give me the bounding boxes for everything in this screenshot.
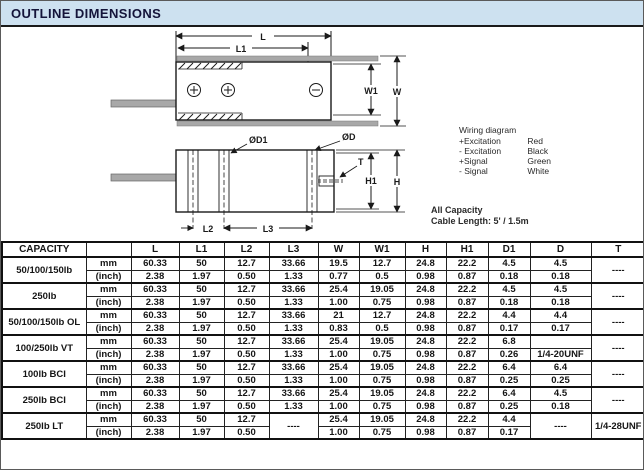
dim-cell: 0.50: [224, 296, 269, 309]
thread-cell: ----: [591, 257, 644, 283]
dim-cell: 1.97: [179, 400, 224, 413]
dim-cell: 12.7: [224, 335, 269, 348]
dim-cell: 4.5: [530, 387, 591, 400]
wiring-title: Wiring diagram: [459, 125, 517, 135]
dim-cell: 50: [179, 387, 224, 400]
dim-cell: 1.33: [269, 400, 318, 413]
dim-cell: 12.7: [359, 257, 405, 270]
dim-cell: 6.8: [488, 335, 530, 348]
dim-cell: 19.05: [359, 361, 405, 374]
dim-cell: 1.97: [179, 348, 224, 361]
dim-cell: 33.66: [269, 387, 318, 400]
col-header-d1: D1: [488, 242, 530, 257]
table-row-mm: [2, 387, 644, 400]
table-header-row: [2, 242, 644, 257]
dim-cell: 25.4: [318, 335, 359, 348]
capacity-cell: 250lb LT: [2, 413, 86, 439]
table-row-mm: [2, 309, 644, 322]
dim-cell: 4.5: [530, 257, 591, 270]
col-header-l: L: [131, 242, 179, 257]
dim-cell: 24.8: [405, 387, 446, 400]
unit-cell: mm: [86, 283, 131, 296]
dim-cell: 0.50: [224, 270, 269, 283]
dim-cell: 0.75: [359, 348, 405, 361]
dim-cell: 25.4: [318, 413, 359, 426]
capacity-cell: 100/250lb VT: [2, 335, 86, 361]
cable-note-line1: All Capacity: [431, 205, 483, 215]
unit-cell: mm: [86, 335, 131, 348]
dim-cell: 1.33: [269, 296, 318, 309]
table-row-inch: [2, 296, 644, 309]
dim-cell: 0.50: [224, 400, 269, 413]
dim-cell: 0.83: [318, 322, 359, 335]
dim-label-D1: ØD1: [249, 135, 268, 145]
thread-cell: ----: [591, 309, 644, 335]
dim-cell: 1.00: [318, 400, 359, 413]
dim-cell: 50: [179, 361, 224, 374]
dim-cell: 12.7: [224, 387, 269, 400]
dim-cell: 1.97: [179, 296, 224, 309]
col-header-d: D: [530, 242, 591, 257]
col-header-w: W: [318, 242, 359, 257]
dim-cell: 1.97: [179, 270, 224, 283]
table-body: [2, 257, 644, 439]
dim-cell: 0.75: [359, 426, 405, 439]
dim-cell: 0.98: [405, 322, 446, 335]
dim-cell: 1.00: [318, 374, 359, 387]
dim-cell: 2.38: [131, 322, 179, 335]
unit-cell: (inch): [86, 270, 131, 283]
dim-cell: 0.50: [224, 374, 269, 387]
dim-cell: 0.50: [224, 322, 269, 335]
dim-cell: 33.66: [269, 309, 318, 322]
col-header-h: H: [405, 242, 446, 257]
dim-cell: 50: [179, 335, 224, 348]
dim-cell: 0.18: [530, 296, 591, 309]
col-header-unit: [86, 242, 131, 257]
dim-cell: 0.25: [488, 374, 530, 387]
dim-cell: 2.38: [131, 374, 179, 387]
dim-cell: 0.5: [359, 322, 405, 335]
dim-cell: 0.77: [318, 270, 359, 283]
dim-cell: 0.5: [359, 270, 405, 283]
wiring-color: Red: [527, 136, 543, 146]
dim-cell: 2.38: [131, 400, 179, 413]
dim-cell: 22.2: [446, 387, 488, 400]
dim-cell: 19.05: [359, 413, 405, 426]
dim-cell: 0.75: [359, 296, 405, 309]
dim-cell: 1.97: [179, 374, 224, 387]
dim-cell: 0.87: [446, 296, 488, 309]
dim-cell: 1.00: [318, 426, 359, 439]
dim-cell: 1.33: [269, 270, 318, 283]
dim-cell: 0.25: [488, 400, 530, 413]
dim-cell: 1.97: [179, 322, 224, 335]
table-row-inch: [2, 322, 644, 335]
dim-label-H: H: [393, 177, 401, 187]
dim-cell: 21: [318, 309, 359, 322]
dim-cell: 6.4: [488, 387, 530, 400]
unit-cell: mm: [86, 413, 131, 426]
capacity-cell: 250lb BCI: [2, 387, 86, 413]
dim-cell: 12.7: [224, 361, 269, 374]
page-title: OUTLINE DIMENSIONS: [11, 5, 162, 21]
dim-label-W: W: [392, 87, 402, 97]
col-header-capacity: CAPACITY: [2, 242, 86, 257]
dim-cell: [530, 335, 591, 348]
dim-cell: 12.7: [224, 413, 269, 426]
dim-cell: 12.7: [359, 309, 405, 322]
wiring-signal: +Signal: [459, 156, 488, 166]
dim-cell: 0.98: [405, 400, 446, 413]
wiring-color: White: [527, 166, 550, 176]
dim-cell: 0.75: [359, 374, 405, 387]
unit-cell: (inch): [86, 400, 131, 413]
dim-label-T: T: [358, 157, 364, 167]
cable-note: [431, 205, 529, 227]
dim-cell: 2.38: [131, 296, 179, 309]
unit-cell: mm: [86, 387, 131, 400]
dim-cell: 0.87: [446, 270, 488, 283]
col-header-l1: L1: [179, 242, 224, 257]
dim-cell: 0.17: [488, 426, 530, 439]
wiring-signal: - Excitation: [459, 146, 502, 156]
dim-cell: 2.38: [131, 348, 179, 361]
dim-cell: 0.98: [405, 270, 446, 283]
dim-cell: 4.5: [488, 257, 530, 270]
dim-cell: 60.33: [131, 257, 179, 270]
dim-cell: 33.66: [269, 335, 318, 348]
wiring-color: Green: [527, 156, 551, 166]
dim-cell: 24.8: [405, 335, 446, 348]
wiring-signal: +Excitation: [459, 136, 501, 146]
dim-cell: 6.4: [530, 361, 591, 374]
capacity-cell: 50/100/150lb OL: [2, 309, 86, 335]
dim-cell: 12.7: [224, 283, 269, 296]
thread-cell: ----: [591, 335, 644, 361]
dim-cell: 22.2: [446, 335, 488, 348]
dim-cell: 1/4-20UNF: [530, 348, 591, 361]
dim-cell: 25.4: [318, 387, 359, 400]
dim-cell: 1.97: [179, 426, 224, 439]
thread-cell: ----: [591, 361, 644, 387]
table-row-mm: [2, 283, 644, 296]
dim-cell: 22.2: [446, 283, 488, 296]
unit-cell: mm: [86, 309, 131, 322]
dimensions-table: [1, 241, 644, 440]
dim-cell: 24.8: [405, 283, 446, 296]
dim-cell: 19.05: [359, 335, 405, 348]
dim-cell: 0.18: [530, 270, 591, 283]
dim-cell: 4.4: [488, 413, 530, 426]
capacity-cell: 100lb BCI: [2, 361, 86, 387]
dim-cell: 1.00: [318, 348, 359, 361]
col-header-h1: H1: [446, 242, 488, 257]
top-view: [111, 30, 406, 126]
cable-top-view: [111, 100, 176, 107]
dim-cell: 50: [179, 413, 224, 426]
unit-cell: (inch): [86, 322, 131, 335]
dim-cell-merged: ----: [269, 413, 318, 439]
thread-cell: ----: [591, 387, 644, 413]
table-row-mm: [2, 413, 644, 426]
table-row-inch: [2, 348, 644, 361]
dim-cell: 24.8: [405, 309, 446, 322]
dim-cell: 19.05: [359, 387, 405, 400]
wiring-signal: - Signal: [459, 166, 488, 176]
dim-label-L3: L3: [262, 224, 274, 234]
dim-cell: 60.33: [131, 361, 179, 374]
table-row-inch: [2, 374, 644, 387]
wiring-row: [459, 156, 551, 166]
cable-side-view: [111, 174, 176, 181]
dim-cell: 0.87: [446, 426, 488, 439]
dim-cell: 0.18: [488, 270, 530, 283]
table-row-mm: [2, 257, 644, 270]
dim-cell: 0.87: [446, 374, 488, 387]
dim-cell: 19.05: [359, 283, 405, 296]
dim-cell: 60.33: [131, 413, 179, 426]
dim-cell-merged: ----: [530, 413, 591, 439]
col-header-l2: L2: [224, 242, 269, 257]
table-row-mm: [2, 335, 644, 348]
dim-cell: 0.98: [405, 348, 446, 361]
table-row-inch: [2, 270, 644, 283]
cable-note-line2: Cable Length: 5' / 1.5m: [431, 216, 529, 226]
dim-cell: 0.75: [359, 400, 405, 413]
unit-cell: (inch): [86, 374, 131, 387]
unit-cell: mm: [86, 257, 131, 270]
dim-cell: 2.38: [131, 426, 179, 439]
col-header-l3: L3: [269, 242, 318, 257]
dim-cell: 50: [179, 283, 224, 296]
dim-cell: 4.4: [530, 309, 591, 322]
unit-cell: (inch): [86, 348, 131, 361]
dim-label-L: L: [260, 32, 266, 42]
dim-cell: 50: [179, 309, 224, 322]
unit-cell: (inch): [86, 426, 131, 439]
dim-cell: 0.50: [224, 426, 269, 439]
title-bar: [1, 1, 643, 27]
dim-cell: 0.98: [405, 426, 446, 439]
dim-cell: 24.8: [405, 413, 446, 426]
col-header-t: T: [591, 242, 644, 257]
dim-cell: 6.4: [488, 361, 530, 374]
dim-cell: 4.5: [530, 283, 591, 296]
dim-label-W1: W1: [364, 86, 378, 96]
col-header-w1: W1: [359, 242, 405, 257]
wiring-diagram: [459, 125, 551, 176]
dim-cell: 12.7: [224, 309, 269, 322]
table-row-inch: [2, 400, 644, 413]
dim-cell: 2.38: [131, 270, 179, 283]
dim-cell: 60.33: [131, 387, 179, 400]
dim-cell: 4.4: [488, 309, 530, 322]
dim-cell: 0.17: [530, 322, 591, 335]
dim-cell: 22.2: [446, 257, 488, 270]
dim-cell: 0.18: [530, 400, 591, 413]
dim-cell: 60.33: [131, 335, 179, 348]
unit-cell: mm: [86, 361, 131, 374]
dim-cell: 4.5: [488, 283, 530, 296]
dim-cell: 25.4: [318, 361, 359, 374]
dim-label-D: ØD: [342, 132, 356, 142]
dim-cell: 33.66: [269, 257, 318, 270]
thread-cell: 1/4-28UNF: [591, 413, 644, 439]
dim-cell: 0.98: [405, 296, 446, 309]
dim-cell: 0.87: [446, 400, 488, 413]
dim-cell: 1.33: [269, 322, 318, 335]
wiring-row: [459, 146, 551, 156]
dim-cell: 19.5: [318, 257, 359, 270]
dim-cell: 33.66: [269, 283, 318, 296]
dim-cell: 60.33: [131, 309, 179, 322]
table-row-mm: [2, 361, 644, 374]
dim-cell: 12.7: [224, 257, 269, 270]
dim-cell: 1.33: [269, 374, 318, 387]
wiring-row: [459, 136, 551, 146]
unit-cell: (inch): [86, 296, 131, 309]
capacity-cell: 250lb: [2, 283, 86, 309]
dim-cell: 0.98: [405, 374, 446, 387]
thread-cell: ----: [591, 283, 644, 309]
capacity-cell: 50/100/150lb: [2, 257, 86, 283]
wiring-row: [459, 166, 551, 176]
dim-cell: 0.25: [530, 374, 591, 387]
dim-cell: 50: [179, 257, 224, 270]
dim-cell: 0.18: [488, 296, 530, 309]
dim-cell: 1.33: [269, 348, 318, 361]
dim-cell: 22.2: [446, 413, 488, 426]
dim-cell: 24.8: [405, 361, 446, 374]
dim-label-H1: H1: [365, 176, 377, 186]
dim-cell: 24.8: [405, 257, 446, 270]
wiring-color: Black: [527, 146, 549, 156]
dim-label-L1: L1: [235, 44, 247, 54]
dim-cell: 22.2: [446, 309, 488, 322]
dim-cell: 60.33: [131, 283, 179, 296]
dim-cell: 22.2: [446, 361, 488, 374]
dim-cell: 0.87: [446, 322, 488, 335]
dim-cell: 0.87: [446, 348, 488, 361]
dim-cell: 25.4: [318, 283, 359, 296]
dim-cell: 0.17: [488, 322, 530, 335]
outline-drawing: [1, 27, 644, 241]
dim-cell: 33.66: [269, 361, 318, 374]
dim-label-L2: L2: [202, 224, 214, 234]
dim-cell: 0.26: [488, 348, 530, 361]
dim-cell: 0.50: [224, 348, 269, 361]
dim-cell: 1.00: [318, 296, 359, 309]
side-view: [111, 141, 405, 233]
